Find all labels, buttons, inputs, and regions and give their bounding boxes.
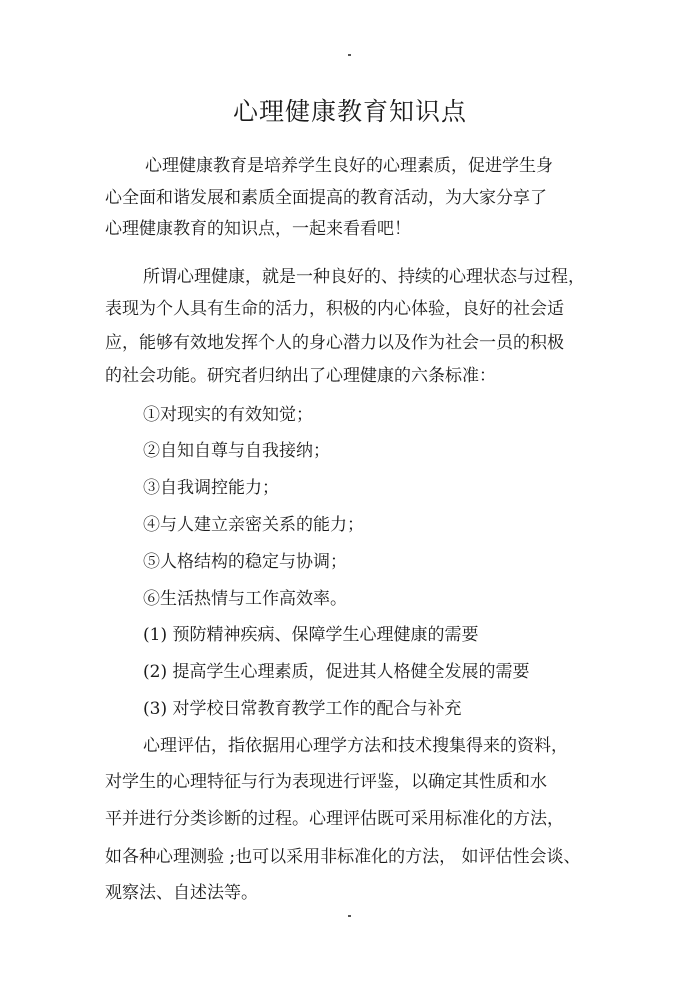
assessment-line-3: 平并进行分类诊断的过程。心理评估既可采用标准化的方法， — [105, 809, 564, 829]
intro-line-2: 心全面和谐发展和素质全面提高的教育活动，为大家分享了 — [105, 188, 547, 208]
definition-line-2: 表现为个人具有生命的活力，积极的内心体验，良好的社会适 — [105, 299, 564, 319]
standard-item-3: ③自我调控能力； — [143, 478, 279, 498]
page-marker-bottom — [348, 915, 351, 917]
assessment-line-1: 心理评估，指依据用心理学方法和技术搜集得来的资料， — [143, 736, 568, 756]
standard-item-6: ⑥生活热情与工作高效率。 — [143, 589, 347, 609]
document-title: 心理健康教育知识点 — [232, 97, 467, 126]
purpose-item-1: (1) 预防精神疾病、保障学生心理健康的需要 — [143, 625, 479, 645]
definition-line-3: 应，能够有效地发挥个人的身心潜力以及作为社会一员的积极 — [105, 333, 564, 353]
assessment-line-5: 观察法、自述法等。 — [105, 883, 258, 903]
purpose-item-2: (2) 提高学生心理素质，促进其人格健全发展的需要 — [143, 662, 530, 682]
standard-item-2: ②自知自尊与自我接纳； — [143, 441, 330, 461]
intro-line-3: 心理健康教育的知识点，一起来看看吧！ — [105, 219, 411, 239]
definition-line-4: 的社会功能。研究者归纳出了心理健康的六条标准： — [105, 366, 496, 386]
standard-item-4: ④与人建立亲密关系的能力； — [143, 515, 364, 535]
standard-item-1: ①对现实的有效知觉； — [143, 405, 313, 425]
intro-line-1: 心理健康教育是培养学生良好的心理素质，促进学生身 — [145, 156, 553, 176]
definition-line-1: 所谓心理健康，就是一种良好的、持续的心理状态与过程， — [143, 267, 585, 287]
assessment-line-2: 对学生的心理特征与行为表现进行评鉴，以确定其性质和水 — [105, 772, 547, 792]
page-marker-top — [348, 54, 351, 56]
standard-item-5: ⑤人格结构的稳定与协调； — [143, 552, 347, 572]
assessment-line-4: 如各种心理测验 ;也可以采用非标准化的方法， 如评估性会谈、 — [105, 847, 581, 867]
purpose-item-3: (3) 对学校日常教育教学工作的配合与补充 — [143, 699, 462, 719]
